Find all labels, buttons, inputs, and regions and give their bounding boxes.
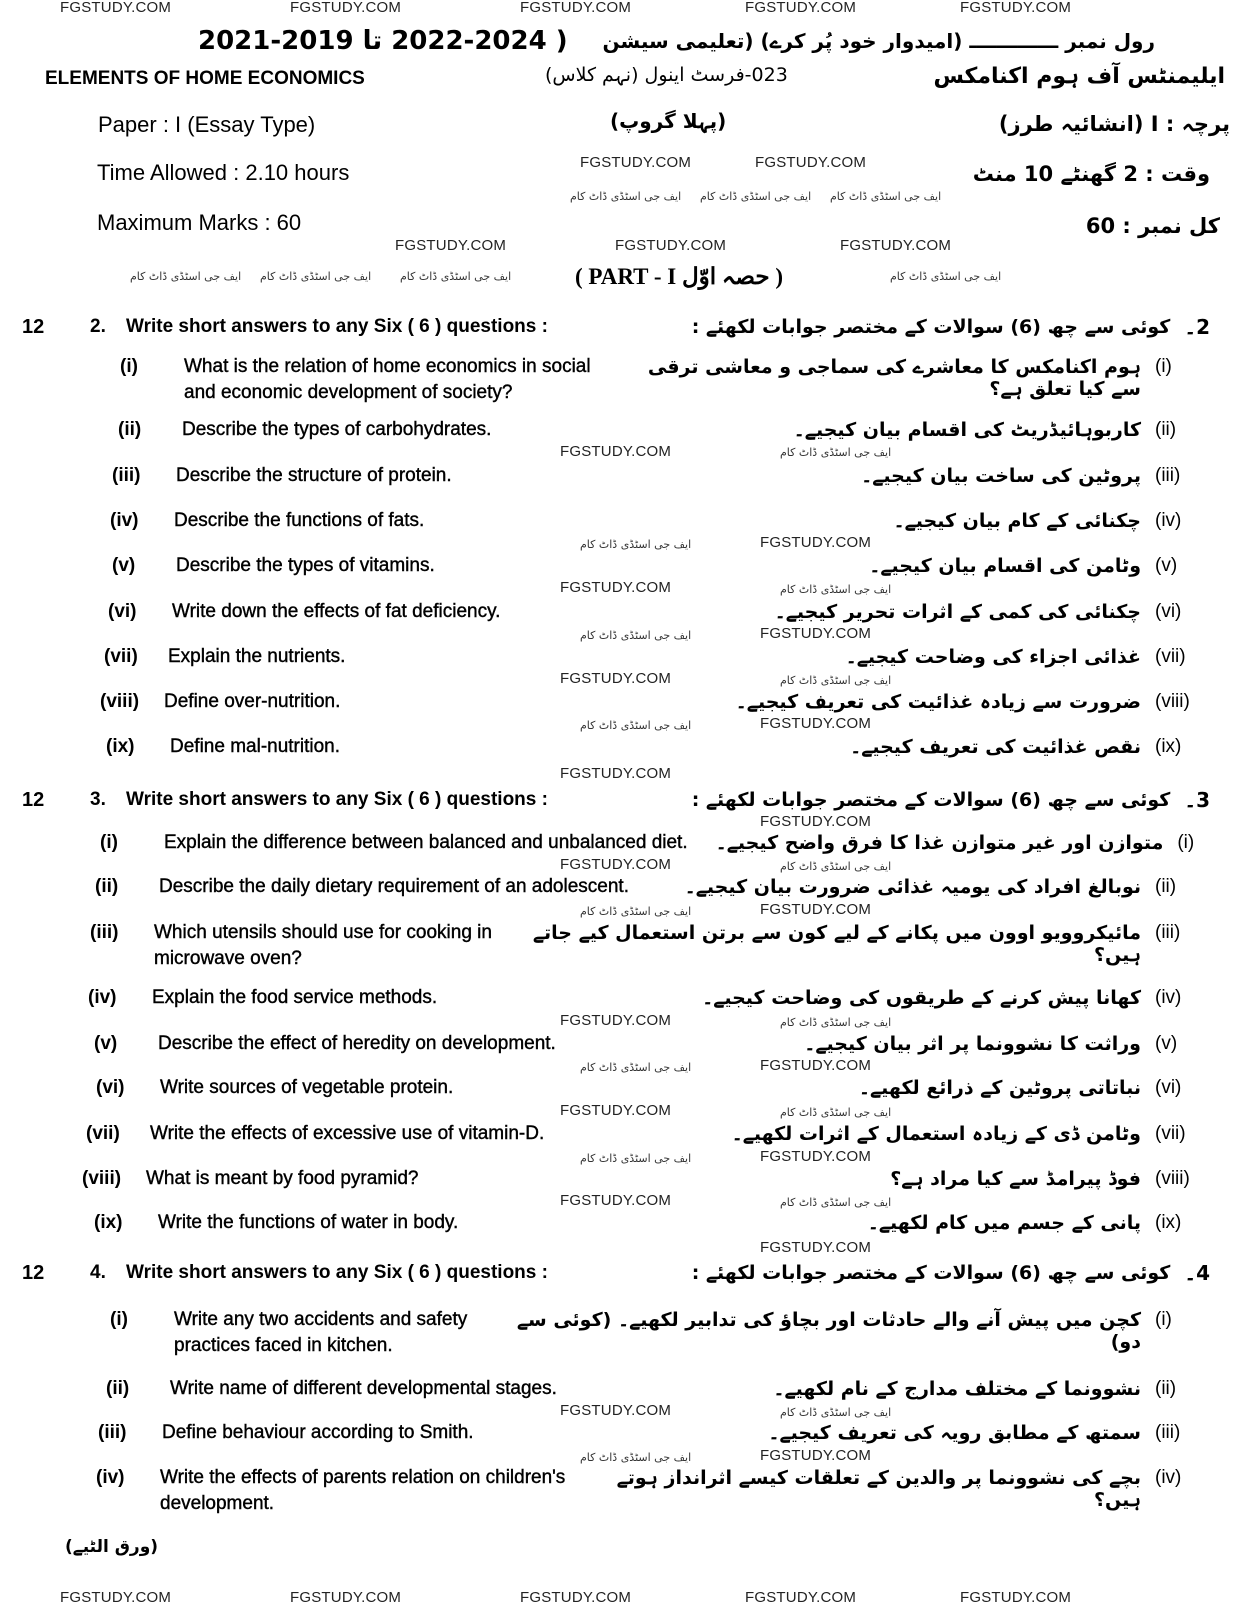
question-item-text-en: Define mal-nutrition. xyxy=(170,736,341,757)
question-item-text-en: Describe the functions of fats. xyxy=(174,510,425,531)
question-item-text-urdu: نقص غذائیت کی تعریف کیجیے۔ xyxy=(850,736,1141,758)
question-item-text-en-block xyxy=(182,419,491,441)
question-item-text-en: Write name of different developmental stages. xyxy=(170,1378,557,1399)
question-item-text-urdu: چکنائی کی کمی کے اثرات تحریر کیجیے۔ xyxy=(774,601,1141,623)
question-item-number-urdu: (iii) xyxy=(1155,922,1181,943)
question-item-text-en-block xyxy=(170,1378,557,1400)
question-title-urdu: کوئی سے چھ (6) سوالات کے مختصر جوابات لکھئے : xyxy=(691,1262,1171,1284)
question-item xyxy=(110,510,1205,532)
question-item-text-en-block xyxy=(162,1422,474,1444)
watermark-text: FGSTUDY.COM xyxy=(745,0,857,16)
watermark-text: FGSTUDY.COM xyxy=(520,1589,632,1606)
group-urdu: (پہلا گروپ) xyxy=(610,109,727,133)
question-item-number: (viii) xyxy=(100,691,140,712)
question-item-number-urdu: (iv) xyxy=(1155,1467,1182,1488)
question-item-text-en: Write the effects of parents relation on children's xyxy=(160,1467,566,1488)
question-title-en: Write short answers to any Six ( 6 ) questions : xyxy=(126,316,548,337)
question-item-number-urdu: (iii) xyxy=(1155,1422,1181,1443)
watermark-text: FGSTUDY.COM xyxy=(290,1589,402,1606)
question-item xyxy=(100,832,1205,854)
watermark-urdu-text: ایف جی اسٹڈی ڈاٹ کام xyxy=(580,905,692,918)
question-item-text-urdu: متوازن اور غیر متوازن غذا کا فرق واضح کیجیے۔ xyxy=(715,832,1164,854)
paper-type-en: Paper : I (Essay Type) xyxy=(98,112,316,137)
question-item-text-en: Define behaviour according to Smith. xyxy=(162,1422,474,1443)
question-item-number: (ii) xyxy=(118,419,142,440)
question-item-number: (iii) xyxy=(98,1422,127,1443)
question-item xyxy=(96,1077,1205,1099)
watermark-text: FGSTUDY.COM xyxy=(560,670,672,687)
question-item-number-urdu: (v) xyxy=(1155,555,1178,576)
watermark-urdu-text: ایف جی اسٹڈی ڈاٹ کام xyxy=(130,270,242,283)
question-item-text-en-block xyxy=(158,1033,556,1055)
exam-title-urdu: 023-فرسٹ اینول (نہم کلاس) xyxy=(545,64,788,86)
question-item-text-en-block xyxy=(158,1212,458,1234)
question-item-text-en: Write the effects of excessive use of vitamin-D. xyxy=(150,1123,545,1144)
watermark-text: FGSTUDY.COM xyxy=(840,237,952,254)
question-item-text-urdu: کچن میں پیش آنے والے حادثات اور بچاؤ کی تدابیر لکھیے۔ (کوئی سے دو) xyxy=(516,1309,1141,1353)
question-item-number: (vii) xyxy=(104,646,138,667)
question-item xyxy=(95,876,1205,898)
watermark-text: FGSTUDY.COM xyxy=(580,154,692,171)
question-item xyxy=(100,691,1205,713)
question-item-text-urdu: بچے کی نشوونما پر والدین کے تعلقات کیسے اثرانداز ہوتے ہیں؟ xyxy=(616,1467,1141,1511)
part-heading: ( PART - I حصہ اوّل ) xyxy=(575,264,783,289)
watermark-text: FGSTUDY.COM xyxy=(760,625,872,642)
question-title-en: Write short answers to any Six ( 6 ) questions : xyxy=(126,1262,548,1283)
question-item-number: (viii) xyxy=(82,1168,122,1189)
question-item-text-en-block xyxy=(168,646,345,668)
question-item-number: (i) xyxy=(110,1309,128,1330)
question-item-number: (iv) xyxy=(96,1467,125,1488)
watermark-urdu-text: ایف جی اسٹڈی ڈاٹ کام xyxy=(260,270,372,283)
watermark-urdu-text: ایف جی اسٹڈی ڈاٹ کام xyxy=(580,1061,692,1074)
question-item-text-en-block xyxy=(159,876,629,898)
question-item xyxy=(86,1123,1205,1145)
question-number-urdu: 4۔ xyxy=(1184,1261,1210,1285)
question-item xyxy=(106,736,1205,758)
watermark-urdu-text: ایف جی اسٹڈی ڈاٹ کام xyxy=(700,190,812,203)
subject-title-en: ELEMENTS OF HOME ECONOMICS xyxy=(45,68,365,89)
question-item-text-urdu: نباتاتی پروٹین کے ذرائع لکھیے۔ xyxy=(858,1077,1141,1099)
question-item-text-urdu: کھانا پیش کرنے کے طریقوں کی وضاحت کیجیے۔ xyxy=(702,987,1141,1009)
question-item-text-en-block xyxy=(146,1168,418,1190)
watermark-text: FGSTUDY.COM xyxy=(560,579,672,596)
question-item-text-en-cont: development. xyxy=(160,1493,275,1514)
question-item-number-urdu: (vii) xyxy=(1155,646,1186,667)
question-item-number-urdu: (i) xyxy=(1177,832,1195,853)
question-item-number-urdu: (iii) xyxy=(1155,465,1181,486)
question-item-text-urdu: فوڈ پیرامڈ سے کیا مراد ہے؟ xyxy=(890,1168,1141,1190)
question-item-text-urdu: ہوم اکنامکس کا معاشرے کی سماجی و معاشی ترقی سے کیا تعلق ہے؟ xyxy=(647,356,1141,400)
watermark-text: FGSTUDY.COM xyxy=(755,154,867,171)
question-title-urdu: کوئی سے چھ (6) سوالات کے مختصر جوابات لکھئے : xyxy=(691,789,1171,811)
question-item-text-en: Describe the types of vitamins. xyxy=(176,555,435,576)
question-item-text-en-cont: microwave oven? xyxy=(154,948,302,969)
question-item-number-urdu: (ix) xyxy=(1155,1212,1182,1233)
question-item-number-urdu: (i) xyxy=(1155,1309,1172,1330)
watermark-urdu-text: ایف جی اسٹڈی ڈاٹ کام xyxy=(780,1106,892,1119)
question-item-number-urdu: (viii) xyxy=(1155,1168,1190,1189)
question-marks: 12 xyxy=(22,316,45,338)
watermark-urdu-text: ایف جی اسٹڈی ڈاٹ کام xyxy=(570,190,682,203)
question-item-text-en: Write any two accidents and safety xyxy=(174,1309,468,1330)
watermark-urdu-text: ایف جی اسٹڈی ڈاٹ کام xyxy=(580,538,692,551)
question-marks: 12 xyxy=(22,1262,45,1284)
time-allowed-en: Time Allowed : 2.10 hours xyxy=(97,160,350,185)
question-item-text-en-block xyxy=(176,465,452,487)
question-item xyxy=(88,987,1205,1009)
watermark-urdu-text: ایف جی اسٹڈی ڈاٹ کام xyxy=(400,270,512,283)
watermark-urdu-text: ایف جی اسٹڈی ڈاٹ کام xyxy=(830,190,942,203)
question-item-text-urdu: ضرورت سے زیادہ غذائیت کی تعریف کیجیے۔ xyxy=(735,691,1141,713)
question-item-text-en: Define over-nutrition. xyxy=(164,691,341,712)
watermark-urdu-text: ایف جی اسٹڈی ڈاٹ کام xyxy=(890,270,1002,283)
roll-number-session-urdu: رول نمبر ـــــــــــــ (امیدوار خود پُر کرے) (تعلیمی سیشن xyxy=(602,29,1155,53)
question-item-text-urdu: سمتھ کے مطابق رویہ کی تعریف کیجیے۔ xyxy=(768,1422,1141,1444)
question-item-text-urdu: کاربوہائیڈریٹ کی اقسام بیان کیجیے۔ xyxy=(793,419,1141,441)
watermark-urdu-text: ایف جی اسٹڈی ڈاٹ کام xyxy=(780,583,892,596)
question-item-number-urdu: (vii) xyxy=(1155,1123,1186,1144)
question-item-text-en-block xyxy=(174,1309,467,1357)
time-allowed-urdu: وقت : 2 گھنٹے 10 منٹ xyxy=(972,162,1210,186)
question-item-number: (i) xyxy=(120,356,138,377)
watermark-text: FGSTUDY.COM xyxy=(60,1589,172,1606)
question-item xyxy=(96,1467,1205,1515)
watermark-text: FGSTUDY.COM xyxy=(560,443,672,460)
question-item-number-urdu: (ix) xyxy=(1155,736,1182,757)
watermark-text: FGSTUDY.COM xyxy=(615,237,727,254)
watermark-urdu-text: ایف جی اسٹڈی ڈاٹ کام xyxy=(580,629,692,642)
maximum-marks-en: Maximum Marks : 60 xyxy=(97,210,302,235)
question-item-number: (iv) xyxy=(110,510,139,531)
watermark-text: FGSTUDY.COM xyxy=(760,901,872,918)
question-item-number: (iii) xyxy=(112,465,141,486)
question-item-text-en-cont: and economic development of society? xyxy=(184,382,513,403)
question-item-text-urdu: مائیکروویو اوون میں پکانے کے لیے کون سے برتن استعمال کیے جاتے ہیں؟ xyxy=(532,922,1141,966)
question-item-text-en: Write down the effects of fat deficiency. xyxy=(172,601,501,622)
question-item-text-en-block xyxy=(174,510,424,532)
session-years: ( 2022-2024 تا 2019-2021 xyxy=(198,26,568,56)
question-item-text-en: Which utensils should use for cooking in xyxy=(154,922,492,943)
question-item-text-urdu: نوبالغ افراد کی یومیہ غذائی ضرورت بیان کیجیے۔ xyxy=(684,876,1141,898)
question-item xyxy=(104,646,1205,668)
question-item-text-en: Explain the difference between balanced and unbalanced diet. xyxy=(164,832,688,853)
question-item-number: (ix) xyxy=(94,1212,123,1233)
question-item-text-urdu: پروٹین کی ساخت بیان کیجیے۔ xyxy=(861,465,1141,487)
watermark-urdu-text: ایف جی اسٹڈی ڈاٹ کام xyxy=(780,860,892,873)
watermark-urdu-text: ایف جی اسٹڈی ڈاٹ کام xyxy=(580,1451,692,1464)
question-item-text-en: Describe the daily dietary requirement of an adolescent. xyxy=(159,876,629,897)
question-item-text-en-block xyxy=(160,1467,565,1515)
question-item-text-urdu: وٹامن کی اقسام بیان کیجیے۔ xyxy=(869,555,1141,577)
question-item xyxy=(112,465,1205,487)
question-item-text-urdu: غذائی اجزاء کی وضاحت کیجیے۔ xyxy=(845,646,1141,668)
question-item xyxy=(106,1378,1205,1400)
question-item xyxy=(98,1422,1205,1444)
question-item xyxy=(90,922,1205,970)
watermark-text: FGSTUDY.COM xyxy=(960,0,1072,16)
watermark-text: FGSTUDY.COM xyxy=(60,0,172,16)
question-item-text-en: Describe the types of carbohydrates. xyxy=(182,419,492,440)
question-item-number-urdu: (v) xyxy=(1155,1033,1178,1054)
watermark-text: FGSTUDY.COM xyxy=(760,1057,872,1074)
question-item xyxy=(94,1212,1205,1234)
question-item-number: (vii) xyxy=(86,1123,120,1144)
question-header xyxy=(22,1262,1210,1284)
question-item-number-urdu: (viii) xyxy=(1155,691,1190,712)
question-item-number: (iv) xyxy=(88,987,117,1008)
question-item-text-en-block xyxy=(164,691,340,713)
question-item-text-urdu: پانی کے جسم میں کام لکھیے۔ xyxy=(867,1212,1141,1234)
question-item-text-en-block xyxy=(170,736,340,758)
question-number-urdu: 2۔ xyxy=(1184,315,1210,339)
question-item-text-en-block xyxy=(176,555,435,577)
question-item-text-en-block xyxy=(184,356,591,404)
question-item xyxy=(110,1309,1205,1357)
question-item-number: (vi) xyxy=(108,601,137,622)
question-number: 2. xyxy=(90,316,106,337)
question-item-text-urdu: وراثت کا نشوونما پر اثر بیان کیجیے۔ xyxy=(804,1033,1141,1055)
question-item xyxy=(94,1033,1205,1055)
question-item xyxy=(118,419,1205,441)
question-item-text-en-block xyxy=(172,601,500,623)
question-number-urdu: 3۔ xyxy=(1184,788,1210,812)
question-item-text-en: Describe the effect of heredity on development. xyxy=(158,1033,556,1054)
question-item xyxy=(120,356,1205,404)
question-item-text-en-cont: practices faced in kitchen. xyxy=(174,1335,393,1356)
watermark-urdu-text: ایف جی اسٹڈی ڈاٹ کام xyxy=(580,719,692,732)
question-item-text-en: What is meant by food pyramid? xyxy=(146,1168,419,1189)
watermark-text: FGSTUDY.COM xyxy=(760,1239,872,1256)
watermark-text: FGSTUDY.COM xyxy=(560,856,672,873)
question-item-number: (ix) xyxy=(106,736,135,757)
question-number: 3. xyxy=(90,789,106,810)
question-item-text-en: What is the relation of home economics in social xyxy=(184,356,591,377)
question-item-number: (v) xyxy=(112,555,136,576)
watermark-text: FGSTUDY.COM xyxy=(760,715,872,732)
question-item-number: (iii) xyxy=(90,922,119,943)
question-item-number-urdu: (ii) xyxy=(1155,876,1177,897)
maximum-marks-urdu: کل نمبر : 60 xyxy=(1085,214,1220,238)
question-item-text-en-block xyxy=(154,922,492,970)
question-item-text-en: Describe the structure of protein. xyxy=(176,465,452,486)
question-item-number-urdu: (vi) xyxy=(1155,601,1182,622)
question-item-text-en: Explain the nutrients. xyxy=(168,646,346,667)
watermark-text: FGSTUDY.COM xyxy=(395,237,507,254)
question-item-text-en: Explain the food service methods. xyxy=(152,987,438,1008)
watermark-text: FGSTUDY.COM xyxy=(560,1102,672,1119)
question-item-number: (ii) xyxy=(106,1378,130,1399)
watermark-text: FGSTUDY.COM xyxy=(760,1148,872,1165)
question-item-number: (i) xyxy=(100,832,118,853)
watermark-text: FGSTUDY.COM xyxy=(290,0,402,16)
watermark-urdu-text: ایف جی اسٹڈی ڈاٹ کام xyxy=(780,1196,892,1209)
question-item-number-urdu: (vi) xyxy=(1155,1077,1182,1098)
watermark-text: FGSTUDY.COM xyxy=(760,534,872,551)
watermark-text: FGSTUDY.COM xyxy=(760,1447,872,1464)
question-marks: 12 xyxy=(22,789,45,811)
watermark-text: FGSTUDY.COM xyxy=(560,765,672,782)
watermark-urdu-text: ایف جی اسٹڈی ڈاٹ کام xyxy=(780,446,892,459)
paper-type-urdu: پرچہ : I (انشائیہ طرز) xyxy=(998,112,1230,136)
question-item-text-en-block xyxy=(164,832,688,854)
question-item-text-urdu: وٹامن ڈی کے زیادہ استعمال کے اثرات لکھیے۔ xyxy=(731,1123,1141,1145)
question-item xyxy=(108,601,1205,623)
watermark-urdu-text: ایف جی اسٹڈی ڈاٹ کام xyxy=(780,674,892,687)
question-item-text-urdu: چکنائی کے کام بیان کیجیے۔ xyxy=(893,510,1141,532)
question-title-en: Write short answers to any Six ( 6 ) questions : xyxy=(126,789,548,810)
watermark-text: FGSTUDY.COM xyxy=(520,0,632,16)
question-item-text-urdu: نشوونما کے مختلف مدارج کے نام لکھیے۔ xyxy=(773,1378,1141,1400)
watermark-text: FGSTUDY.COM xyxy=(745,1589,857,1606)
watermark-text: FGSTUDY.COM xyxy=(760,813,872,830)
question-title-urdu: کوئی سے چھ (6) سوالات کے مختصر جوابات لکھئے : xyxy=(691,316,1171,338)
question-item-number: (v) xyxy=(94,1033,118,1054)
question-item-text-en-block xyxy=(150,1123,544,1145)
question-item-number-urdu: (iv) xyxy=(1155,987,1182,1008)
question-header xyxy=(22,789,1210,811)
watermark-text: FGSTUDY.COM xyxy=(960,1589,1072,1606)
question-item-text-en-block xyxy=(160,1077,453,1099)
question-number: 4. xyxy=(90,1262,106,1283)
question-item-number: (vi) xyxy=(96,1077,125,1098)
question-item-number-urdu: (iv) xyxy=(1155,510,1182,531)
turn-over-note: (ورق الٹیے) xyxy=(65,1537,159,1557)
question-item-number-urdu: (i) xyxy=(1155,356,1172,377)
watermark-text: FGSTUDY.COM xyxy=(560,1192,672,1209)
question-item-number-urdu: (ii) xyxy=(1155,1378,1177,1399)
question-item-text-en: Write sources of vegetable protein. xyxy=(160,1077,454,1098)
watermark-urdu-text: ایف جی اسٹڈی ڈاٹ کام xyxy=(580,1152,692,1165)
question-item-number-urdu: (ii) xyxy=(1155,419,1177,440)
question-header xyxy=(22,316,1210,338)
watermark-urdu-text: ایف جی اسٹڈی ڈاٹ کام xyxy=(780,1406,892,1419)
question-item xyxy=(112,555,1205,577)
subject-title-urdu: ایلیمنٹس آف ہوم اکنامکس xyxy=(933,64,1225,89)
question-item-text-en-block xyxy=(152,987,437,1009)
question-item-number: (ii) xyxy=(95,876,119,897)
watermark-urdu-text: ایف جی اسٹڈی ڈاٹ کام xyxy=(780,1016,892,1029)
watermark-text: FGSTUDY.COM xyxy=(560,1012,672,1029)
question-item-text-en: Write the functions of water in body. xyxy=(158,1212,459,1233)
question-item xyxy=(82,1168,1205,1190)
watermark-text: FGSTUDY.COM xyxy=(560,1402,672,1419)
